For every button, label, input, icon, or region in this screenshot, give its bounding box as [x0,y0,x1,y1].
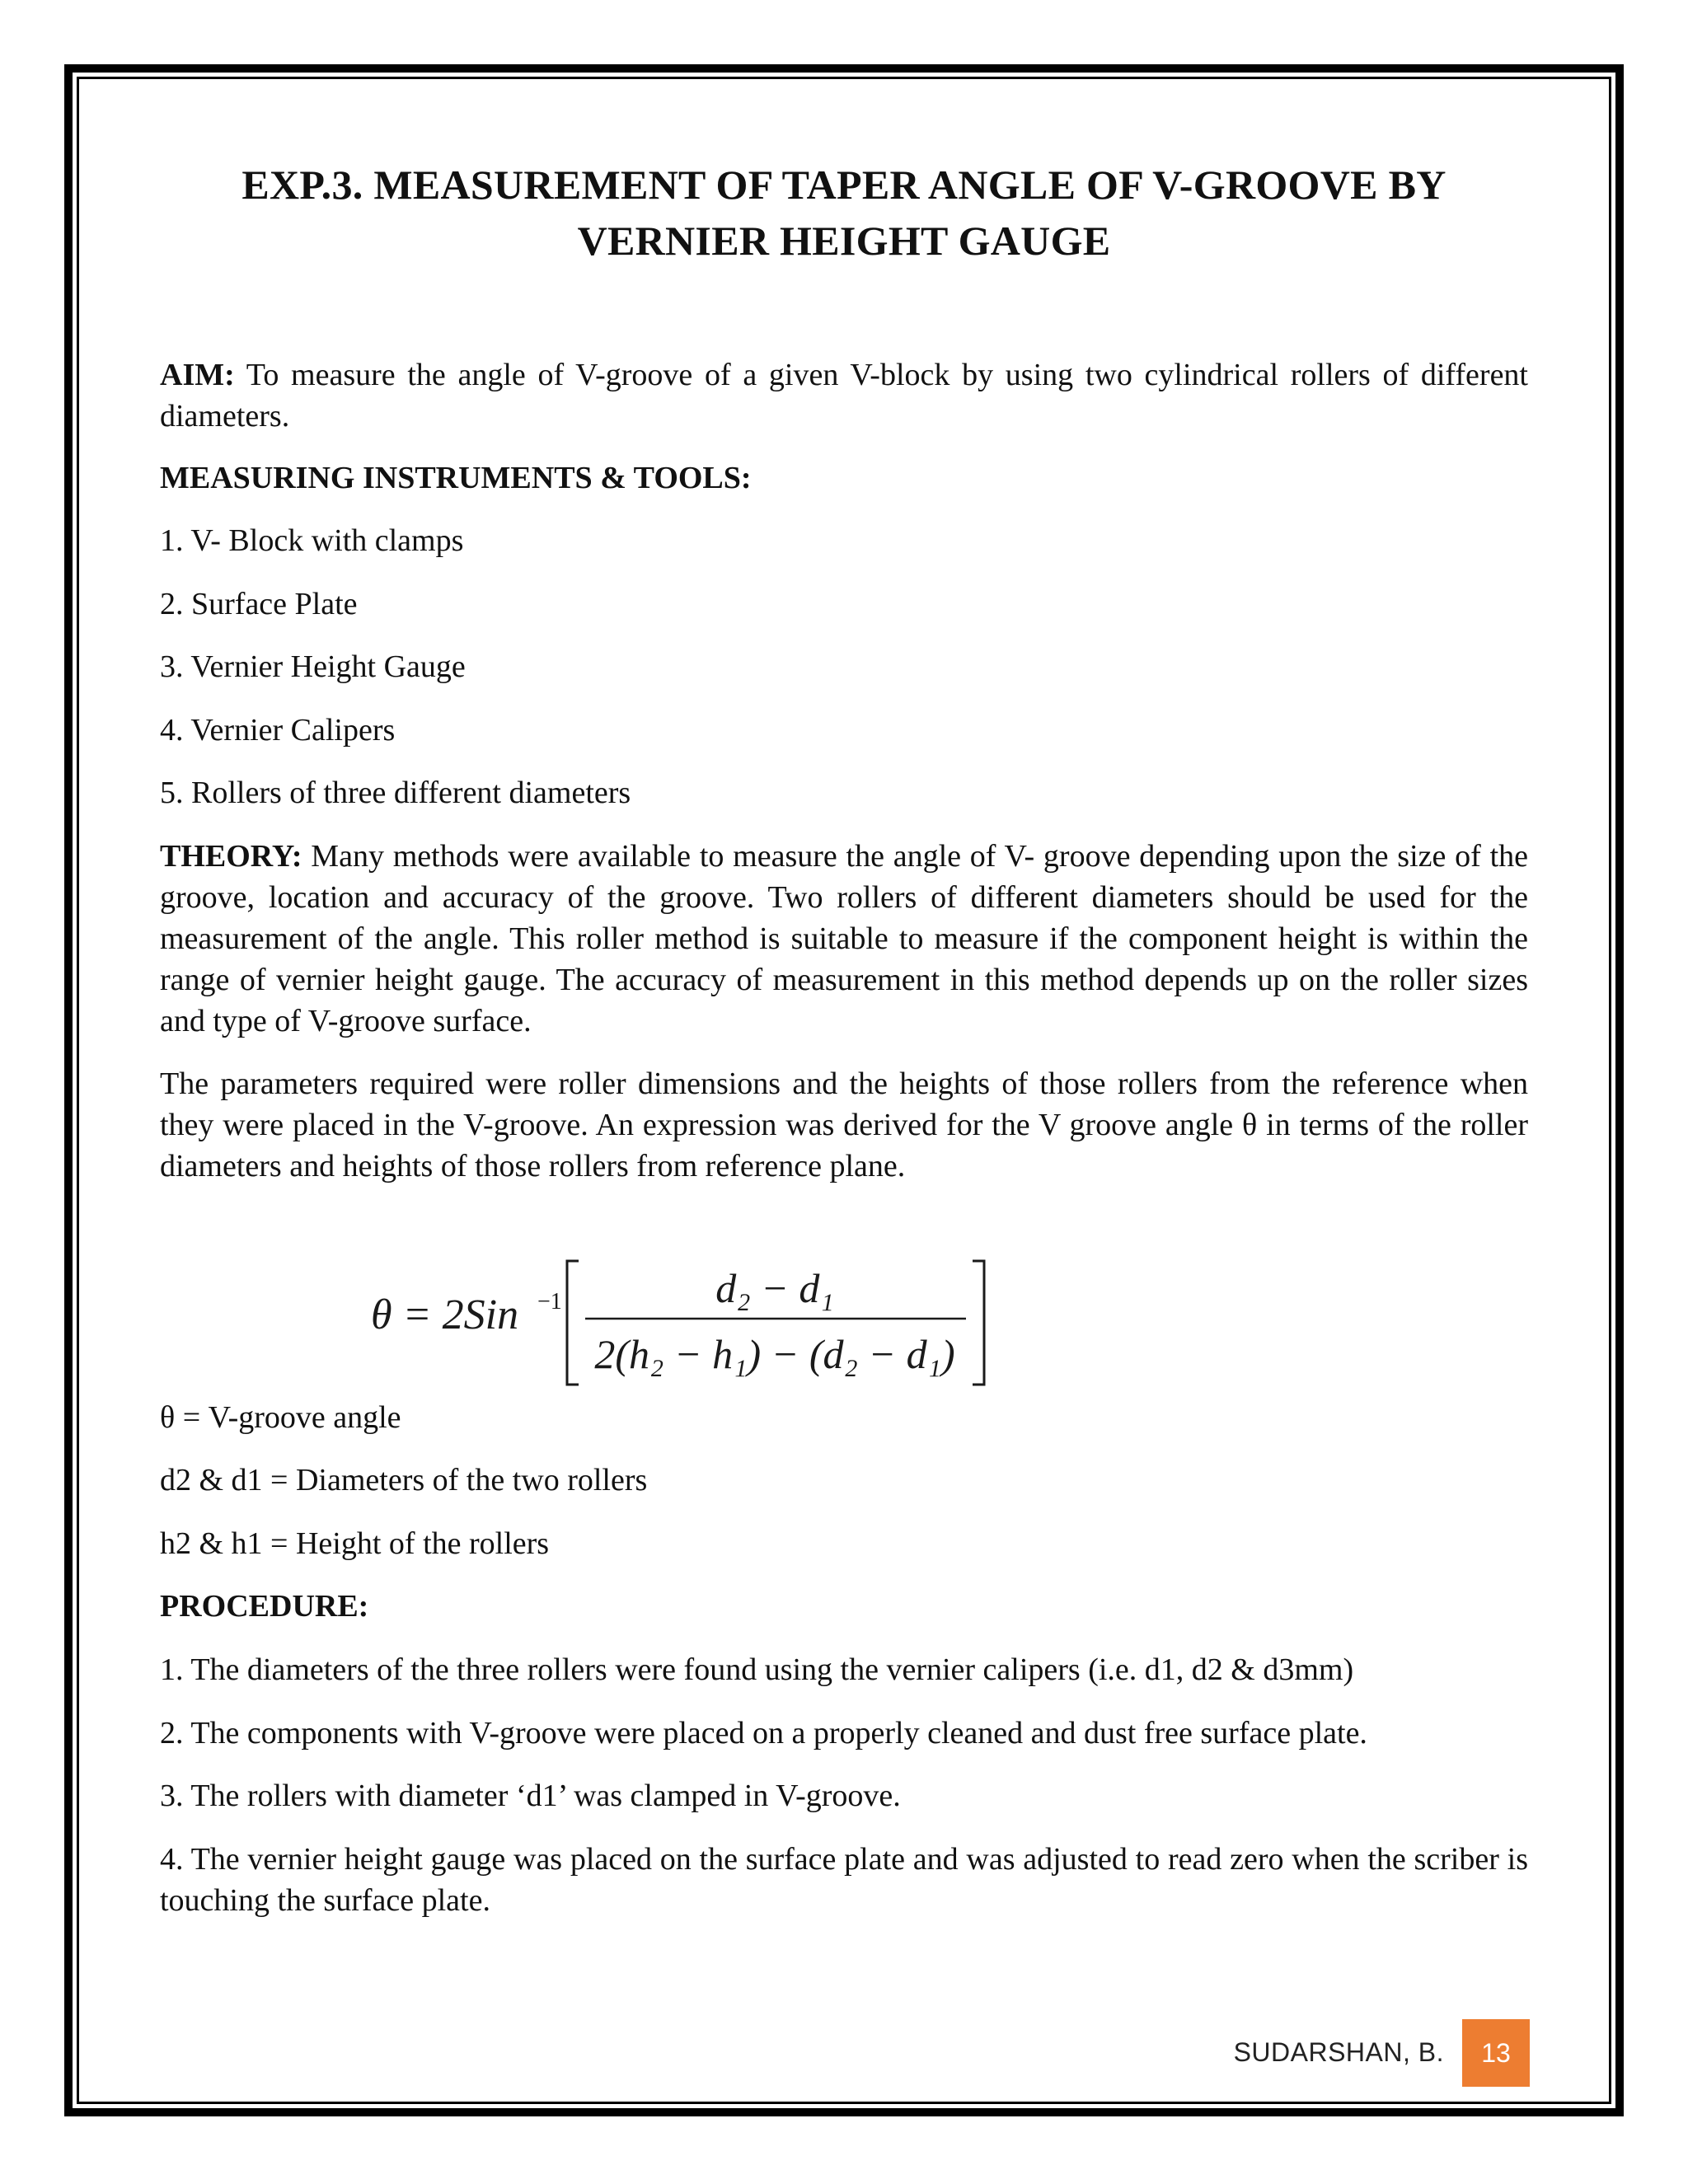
instrument-item: 4. Vernier Calipers [160,713,396,748]
page-number-badge: 13 [1462,2019,1530,2087]
instrument-item: 5. Rollers of three different diameters [160,776,631,810]
theory-label: THEORY: [160,839,302,874]
procedure-step: 4. The vernier height gauge was placed on the surface plate and was adjusted to read zero when the scriber is touching the surface plate. [160,1842,1528,1918]
theory-text: Many methods were available to measure the angle of V- groove depending upon the size of the groove, location and accuracy of the groove. Two rollers of different diameters should be used for the measurement of the angle. This roller method is suitable to measure if the component height is within the range of vernier height gauge. The accuracy of measurement in this method depends up on the roller sizes and type of V-groove surface. [160,839,1528,1038]
aim-label: AIM: [160,358,235,392]
legend-item: h2 & h1 = Height of the rollers [160,1526,550,1561]
legend-item: θ = V-groove angle [160,1400,401,1435]
title-line-2: VERNIER HEIGHT GAUGE [577,218,1111,264]
instrument-item: 1. V- Block with clamps [160,523,464,558]
aim-text: To measure the angle of V-groove of a given V-block by using two cylindrical rollers of different diameters. [160,358,1528,434]
formula-lhs: θ = 2Sin [371,1291,519,1338]
instrument-item: 2. Surface Plate [160,587,358,621]
footer-author: SUDARSHAN, B. [1233,2037,1444,2067]
instrument-item: 3. Vernier Height Gauge [160,649,466,684]
formula-equation [363,1253,1006,1393]
formula-denominator: 2(h₂ − h₁) − (d₂ − d₁) [594,1331,955,1377]
left-bracket [567,1261,579,1385]
theory-paragraph-2: The parameters required were roller dimensions and the heights of those rollers from the reference when they were placed in the V-groove. An expression was derived for the V groove angle θ in terms of the roller diameters and heights of those rollers from reference plane. [160,1066,1528,1183]
instruments-heading: MEASURING INSTRUMENTS & TOOLS: [160,461,752,495]
formula-numerator: d₂ − d₁ [715,1265,834,1311]
formula-superscript: −1 [537,1289,562,1315]
theory-paragraph [160,836,1528,1042]
procedure-step: 3. The rollers with diameter ‘d1’ was clamped in V-groove. [160,1779,901,1813]
page-title [148,157,1540,269]
procedure-step: 2. The components with V-groove were placed on a properly cleaned and dust free surface plate. [160,1716,1367,1750]
title-line-1: EXP.3. MEASUREMENT OF TAPER ANGLE OF V-GROOVE BY [241,162,1447,208]
procedure-heading: PROCEDURE: [160,1589,369,1624]
aim-paragraph [160,354,1528,437]
right-bracket [973,1261,984,1385]
legend-item: d2 & d1 = Diameters of the two rollers [160,1463,648,1497]
procedure-step: 1. The diameters of the three rollers were found using the vernier calipers (i.e. d1, d2 & d3mm) [160,1652,1354,1687]
